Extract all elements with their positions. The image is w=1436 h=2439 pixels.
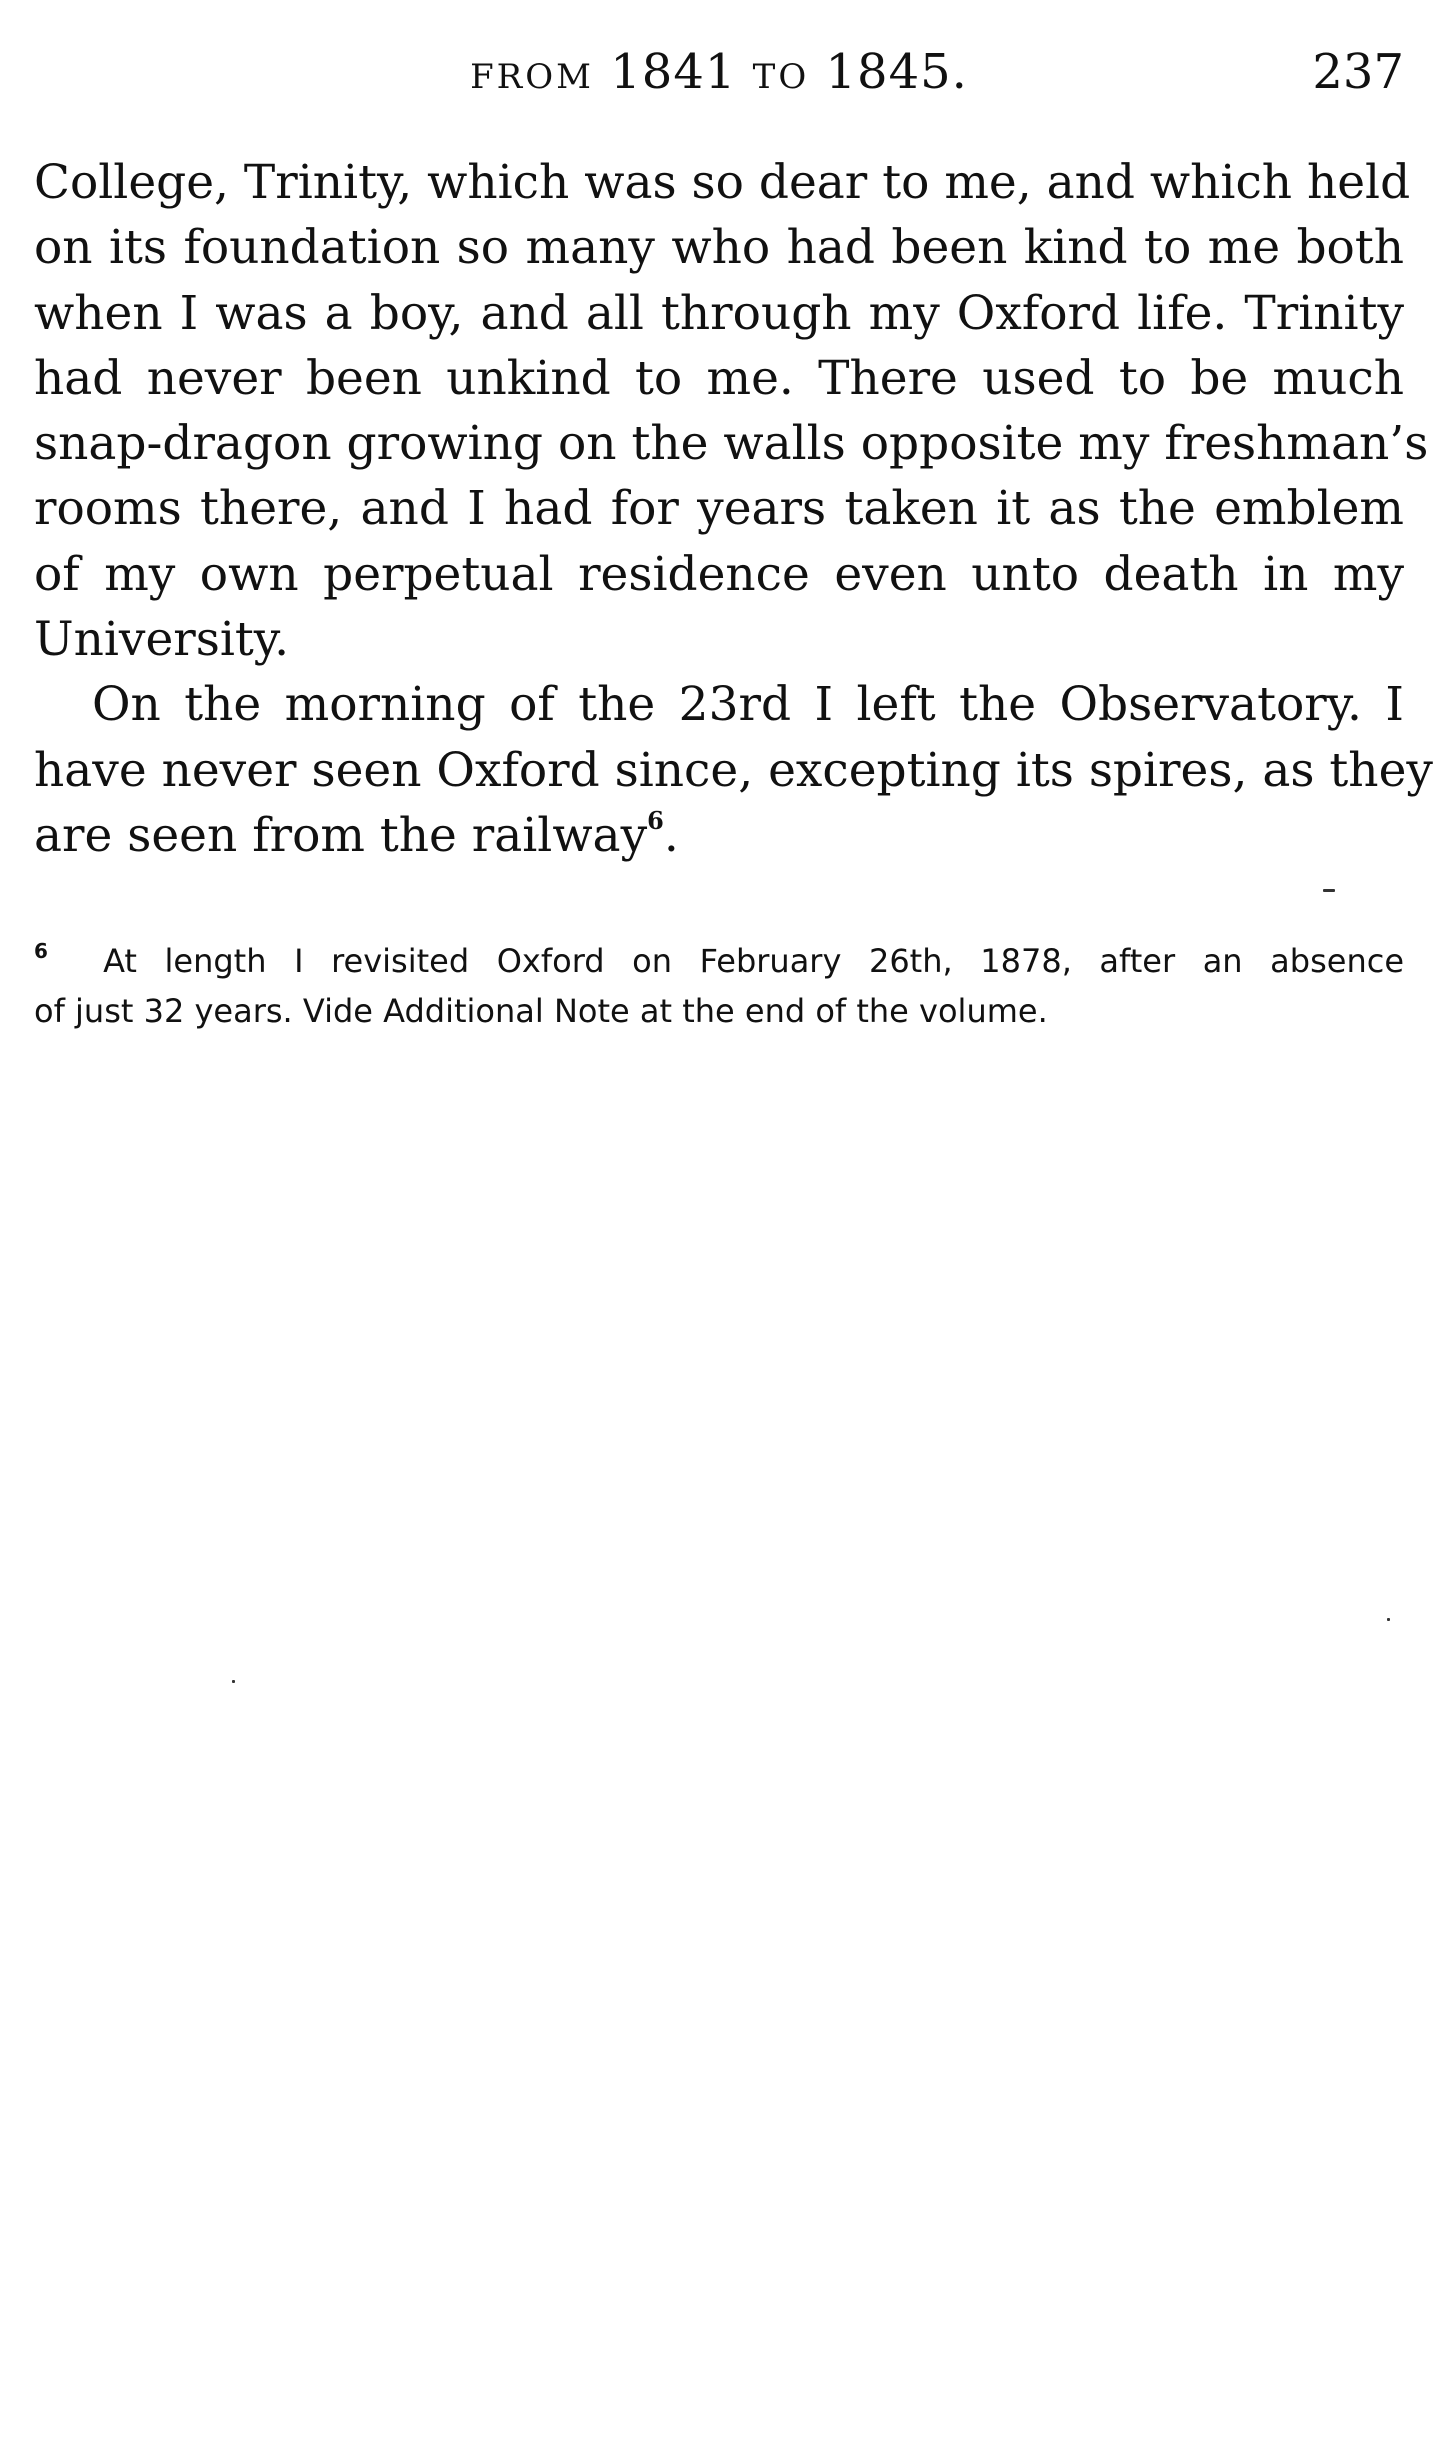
- body-line: snap-dragon growing on the walls opposite my freshman’s: [34, 416, 1429, 472]
- running-title-year-start: 1841: [610, 44, 737, 100]
- body-line: On the morning of the 23rd I left the Observatory. I: [92, 677, 1404, 733]
- print-speck: [1387, 1618, 1390, 1621]
- footnote-line: [34, 986, 1404, 1036]
- running-title: [34, 42, 1404, 107]
- body-line: of my own perpetual residence even unto death in my: [34, 546, 1404, 602]
- page-number: 237: [1312, 44, 1404, 100]
- body-line: on its foundation so many who had been kind to me both: [34, 220, 1404, 276]
- footnote-reference: 6: [647, 805, 664, 835]
- body-text: [34, 150, 1433, 868]
- body-line: have never seen Oxford since, excepting its spires, as they: [34, 742, 1433, 798]
- running-title-year-end: 1845.: [825, 44, 968, 100]
- body-line: College, Trinity, which was so dear to me, and which held: [34, 155, 1411, 210]
- footnote-text-2: of just 32 years. Vide Additional Note at the end of the volume.: [34, 992, 1048, 1030]
- body-line-final: [34, 803, 1404, 868]
- running-head: [34, 42, 1404, 112]
- running-title-to: TO: [752, 57, 810, 97]
- final-period: .: [663, 807, 679, 863]
- footnote: [34, 936, 1404, 1036]
- body-line: rooms there, and I had for years taken it as the emblem: [34, 481, 1404, 537]
- running-title-from: FROM: [470, 57, 594, 97]
- footnote-marker: 6: [34, 939, 48, 963]
- body-line-text: are seen from the railway: [34, 807, 648, 863]
- footnote-line: [34, 936, 1404, 986]
- body-line: had never been unkind to me. There used to be much: [34, 350, 1404, 406]
- footnote-text-1: At length I revisited Oxford on February 26th, 1878, after an absence: [103, 942, 1405, 980]
- print-speck: [1323, 889, 1335, 892]
- print-speck: [232, 1680, 235, 1683]
- body-line: when I was a boy, and all through my Oxford life. Trinity: [34, 285, 1404, 341]
- body-line: University.: [34, 612, 290, 668]
